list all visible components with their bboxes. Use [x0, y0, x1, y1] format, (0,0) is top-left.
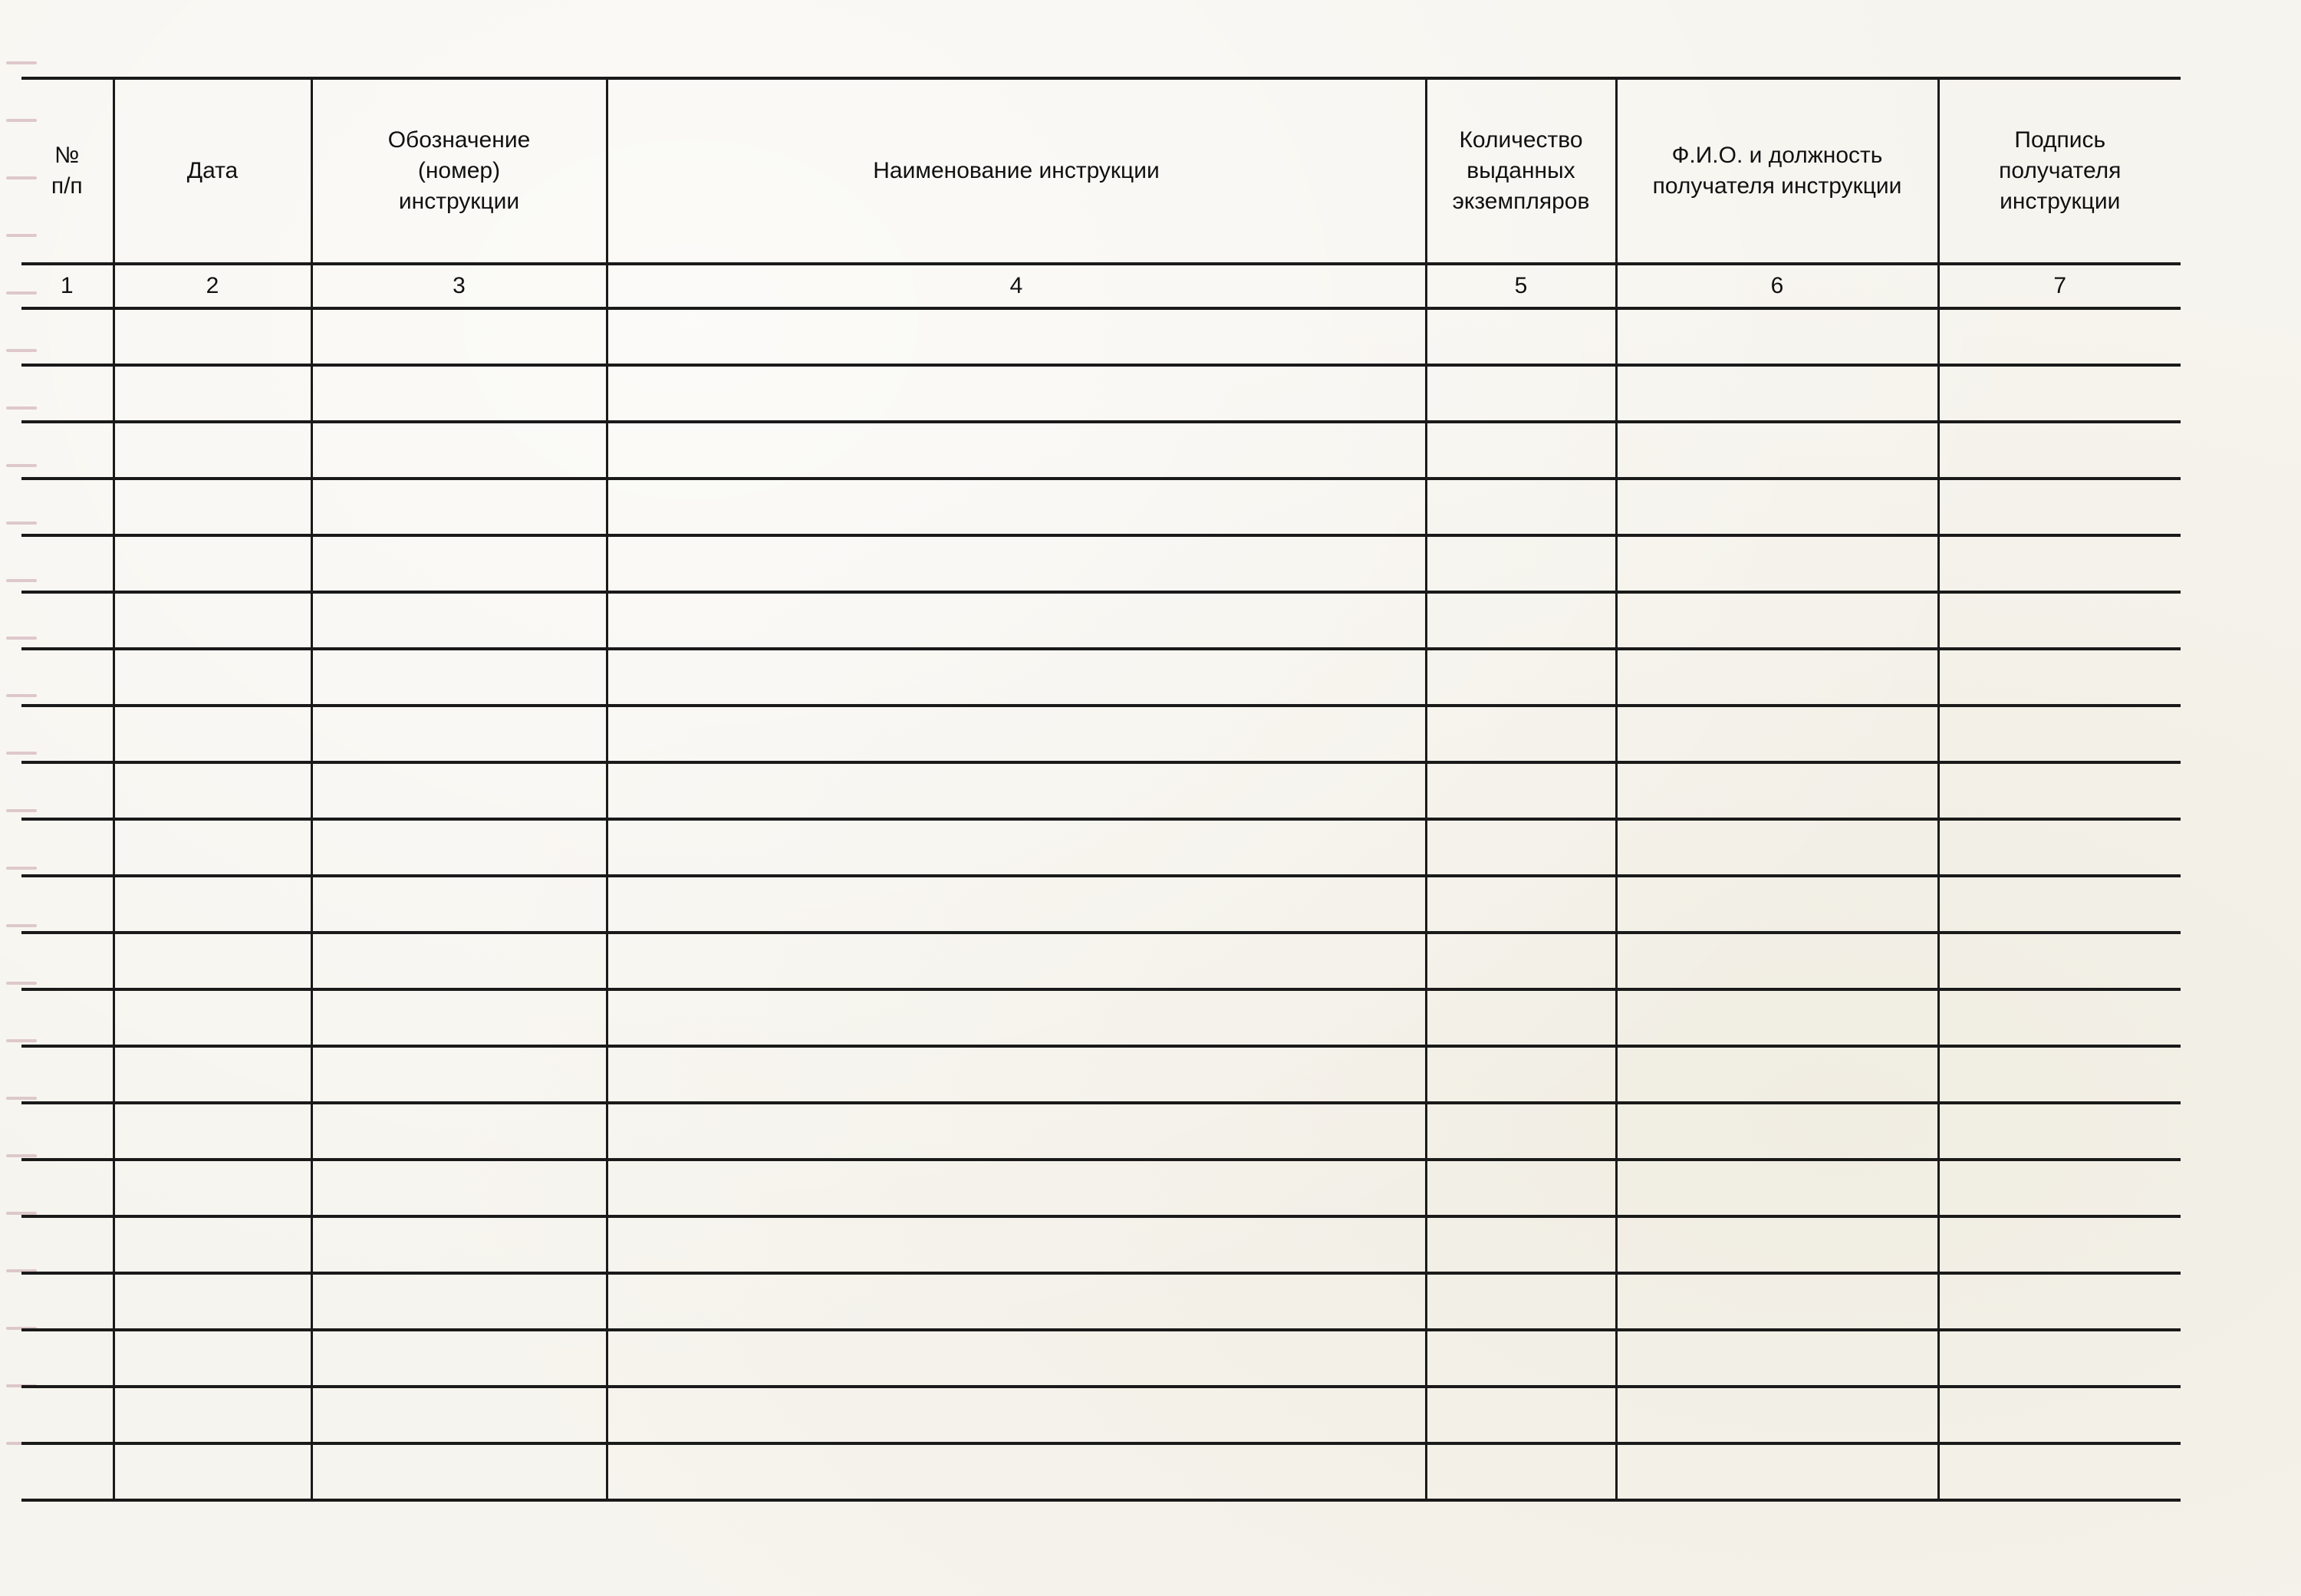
- cell-copies[interactable]: [1426, 762, 1616, 819]
- table-row: [21, 308, 2181, 365]
- table-row: [21, 1103, 2181, 1160]
- cell-recipient[interactable]: [1616, 479, 1938, 535]
- cell-no[interactable]: [21, 933, 114, 989]
- cell-recipient[interactable]: [1616, 876, 1938, 933]
- cell-date[interactable]: [114, 1273, 311, 1330]
- cell-copies[interactable]: [1426, 592, 1616, 649]
- cell-copies[interactable]: [1426, 876, 1616, 933]
- cell-signature[interactable]: [1938, 1273, 2181, 1330]
- cell-copies[interactable]: [1426, 422, 1616, 479]
- cell-signature[interactable]: [1938, 1046, 2181, 1103]
- cell-designation[interactable]: [311, 819, 607, 876]
- cell-recipient[interactable]: [1616, 592, 1938, 649]
- header-date: [114, 78, 311, 264]
- cell-recipient[interactable]: [1616, 989, 1938, 1046]
- table-row: [21, 1387, 2181, 1443]
- cell-designation[interactable]: [311, 1216, 607, 1273]
- cell-name[interactable]: [607, 1216, 1426, 1273]
- cell-name[interactable]: [607, 706, 1426, 762]
- cell-recipient[interactable]: [1616, 1216, 1938, 1273]
- header-number: [21, 78, 114, 264]
- cell-signature[interactable]: [1938, 308, 2181, 365]
- cell-signature[interactable]: [1938, 479, 2181, 535]
- cell-signature[interactable]: [1938, 706, 2181, 762]
- table-row: [21, 1216, 2181, 1273]
- cell-designation[interactable]: [311, 365, 607, 422]
- cell-designation[interactable]: [311, 1443, 607, 1500]
- table-body: [21, 308, 2181, 1500]
- cell-name[interactable]: [607, 1387, 1426, 1443]
- cell-signature[interactable]: [1938, 1216, 2181, 1273]
- header-copies: [1426, 78, 1616, 264]
- table-header-row: [21, 78, 2181, 264]
- cell-copies[interactable]: [1426, 649, 1616, 706]
- cell-no[interactable]: [21, 876, 114, 933]
- cell-designation[interactable]: [311, 1273, 607, 1330]
- header-number-label: № п/п: [51, 143, 83, 199]
- header-designation-label: Обозначение (номер) инструкции: [387, 127, 531, 214]
- cell-name[interactable]: [607, 422, 1426, 479]
- cell-name[interactable]: [607, 535, 1426, 592]
- cell-recipient[interactable]: [1616, 649, 1938, 706]
- cell-no[interactable]: [21, 706, 114, 762]
- cell-copies[interactable]: [1426, 365, 1616, 422]
- cell-recipient[interactable]: [1616, 365, 1938, 422]
- cell-designation[interactable]: [311, 706, 607, 762]
- header-recipient-label: Ф.И.О. и должность получателя инструкции: [1652, 143, 1902, 199]
- cell-name[interactable]: [607, 1273, 1426, 1330]
- table-row: [21, 535, 2181, 592]
- cell-copies[interactable]: [1426, 1216, 1616, 1273]
- cell-designation[interactable]: [311, 1330, 607, 1387]
- table-row: [21, 876, 2181, 933]
- cell-name[interactable]: [607, 649, 1426, 706]
- cell-recipient[interactable]: [1616, 1160, 1938, 1216]
- cell-date[interactable]: [114, 933, 311, 989]
- table-row: [21, 1273, 2181, 1330]
- cell-designation[interactable]: [311, 762, 607, 819]
- cell-recipient[interactable]: [1616, 819, 1938, 876]
- cell-designation[interactable]: [311, 422, 607, 479]
- cell-copies[interactable]: [1426, 1103, 1616, 1160]
- header-designation: [311, 78, 607, 264]
- header-date-label: Дата: [186, 158, 239, 183]
- cell-copies[interactable]: [1426, 1273, 1616, 1330]
- cell-signature[interactable]: [1938, 422, 2181, 479]
- cell-date[interactable]: [114, 1103, 311, 1160]
- header-recipient: [1616, 78, 1938, 264]
- cell-name[interactable]: [607, 1160, 1426, 1216]
- table-row: [21, 1330, 2181, 1387]
- cell-signature[interactable]: [1938, 819, 2181, 876]
- table-row: [21, 819, 2181, 876]
- cell-recipient[interactable]: [1616, 422, 1938, 479]
- table-row: [21, 479, 2181, 535]
- cell-name[interactable]: [607, 308, 1426, 365]
- column-number-7: 7: [1938, 264, 2181, 308]
- cell-no[interactable]: [21, 1273, 114, 1330]
- cell-date[interactable]: [114, 1443, 311, 1500]
- cell-no[interactable]: [21, 1046, 114, 1103]
- cell-recipient[interactable]: [1616, 1046, 1938, 1103]
- cell-date[interactable]: [114, 365, 311, 422]
- table-row: [21, 1046, 2181, 1103]
- header-copies-label: Количество выданных экземпляров: [1452, 127, 1590, 214]
- cell-no[interactable]: [21, 1330, 114, 1387]
- header-signature-label: Подпись получателя инструкции: [1999, 127, 2122, 214]
- table-row: [21, 649, 2181, 706]
- cell-copies[interactable]: [1426, 989, 1616, 1046]
- cell-name[interactable]: [607, 876, 1426, 933]
- cell-date[interactable]: [114, 762, 311, 819]
- cell-name[interactable]: [607, 819, 1426, 876]
- cell-copies[interactable]: [1426, 706, 1616, 762]
- cell-no[interactable]: [21, 1216, 114, 1273]
- cell-recipient[interactable]: [1616, 1273, 1938, 1330]
- cell-no[interactable]: [21, 365, 114, 422]
- cell-date[interactable]: [114, 649, 311, 706]
- cell-designation[interactable]: [311, 479, 607, 535]
- table-row: [21, 365, 2181, 422]
- cell-no[interactable]: [21, 422, 114, 479]
- cell-date[interactable]: [114, 1387, 311, 1443]
- cell-copies[interactable]: [1426, 933, 1616, 989]
- cell-copies[interactable]: [1426, 1387, 1616, 1443]
- instruction-log-table: [21, 77, 2181, 1502]
- cell-designation[interactable]: [311, 1046, 607, 1103]
- cell-date[interactable]: [114, 819, 311, 876]
- cell-no[interactable]: [21, 535, 114, 592]
- cell-signature[interactable]: [1938, 649, 2181, 706]
- journal-table-wrapper: [21, 77, 2181, 1488]
- cell-signature[interactable]: [1938, 365, 2181, 422]
- cell-copies[interactable]: [1426, 1160, 1616, 1216]
- cell-no[interactable]: [21, 762, 114, 819]
- cell-recipient[interactable]: [1616, 308, 1938, 365]
- cell-date[interactable]: [114, 989, 311, 1046]
- cell-date[interactable]: [114, 706, 311, 762]
- cell-date[interactable]: [114, 1046, 311, 1103]
- cell-copies[interactable]: [1426, 535, 1616, 592]
- cell-designation[interactable]: [311, 1160, 607, 1216]
- cell-name[interactable]: [607, 762, 1426, 819]
- cell-designation[interactable]: [311, 308, 607, 365]
- cell-date[interactable]: [114, 1160, 311, 1216]
- table-row: [21, 706, 2181, 762]
- cell-date[interactable]: [114, 592, 311, 649]
- cell-recipient[interactable]: [1616, 535, 1938, 592]
- cell-copies[interactable]: [1426, 819, 1616, 876]
- cell-recipient[interactable]: [1616, 762, 1938, 819]
- column-number-row: [21, 264, 2181, 308]
- cell-copies[interactable]: [1426, 1330, 1616, 1387]
- cell-date[interactable]: [114, 876, 311, 933]
- header-name: [607, 78, 1426, 264]
- table-row: [21, 422, 2181, 479]
- table-row: [21, 592, 2181, 649]
- cell-no[interactable]: [21, 479, 114, 535]
- cell-name[interactable]: [607, 365, 1426, 422]
- cell-signature[interactable]: [1938, 1443, 2181, 1500]
- cell-name[interactable]: [607, 592, 1426, 649]
- cell-copies[interactable]: [1426, 308, 1616, 365]
- cell-signature[interactable]: [1938, 535, 2181, 592]
- cell-name[interactable]: [607, 933, 1426, 989]
- cell-recipient[interactable]: [1616, 1103, 1938, 1160]
- cell-date[interactable]: [114, 422, 311, 479]
- cell-signature[interactable]: [1938, 1330, 2181, 1387]
- cell-recipient[interactable]: [1616, 933, 1938, 989]
- cell-no[interactable]: [21, 649, 114, 706]
- cell-recipient[interactable]: [1616, 1443, 1938, 1500]
- cell-designation[interactable]: [311, 649, 607, 706]
- cell-date[interactable]: [114, 535, 311, 592]
- cell-name[interactable]: [607, 1103, 1426, 1160]
- cell-copies[interactable]: [1426, 1046, 1616, 1103]
- column-number-3: 3: [311, 264, 607, 308]
- cell-designation[interactable]: [311, 1387, 607, 1443]
- cell-signature[interactable]: [1938, 933, 2181, 989]
- cell-designation[interactable]: [311, 535, 607, 592]
- cell-no[interactable]: [21, 1387, 114, 1443]
- cell-designation[interactable]: [311, 1103, 607, 1160]
- cell-date[interactable]: [114, 308, 311, 365]
- table-row: [21, 1160, 2181, 1216]
- cell-designation[interactable]: [311, 592, 607, 649]
- cell-recipient[interactable]: [1616, 1330, 1938, 1387]
- cell-name[interactable]: [607, 1046, 1426, 1103]
- table-row: [21, 933, 2181, 989]
- cell-name[interactable]: [607, 1443, 1426, 1500]
- cell-no[interactable]: [21, 1160, 114, 1216]
- column-number-6: 6: [1616, 264, 1938, 308]
- cell-name[interactable]: [607, 1330, 1426, 1387]
- header-signature: [1938, 78, 2181, 264]
- cell-signature[interactable]: [1938, 1103, 2181, 1160]
- cell-designation[interactable]: [311, 876, 607, 933]
- column-number-5: 5: [1426, 264, 1616, 308]
- cell-no[interactable]: [21, 308, 114, 365]
- cell-date[interactable]: [114, 1216, 311, 1273]
- cell-signature[interactable]: [1938, 1387, 2181, 1443]
- cell-name[interactable]: [607, 989, 1426, 1046]
- cell-date[interactable]: [114, 1330, 311, 1387]
- cell-copies[interactable]: [1426, 1443, 1616, 1500]
- table-row: [21, 989, 2181, 1046]
- cell-no[interactable]: [21, 1103, 114, 1160]
- cell-name[interactable]: [607, 479, 1426, 535]
- cell-signature[interactable]: [1938, 876, 2181, 933]
- cell-copies[interactable]: [1426, 479, 1616, 535]
- cell-recipient[interactable]: [1616, 1387, 1938, 1443]
- column-number-1: 1: [21, 264, 114, 308]
- cell-recipient[interactable]: [1616, 706, 1938, 762]
- cell-designation[interactable]: [311, 933, 607, 989]
- column-number-2: 2: [114, 264, 311, 308]
- table-row: [21, 1443, 2181, 1500]
- cell-no[interactable]: [21, 989, 114, 1046]
- table-row: [21, 762, 2181, 819]
- cell-no[interactable]: [21, 819, 114, 876]
- cell-date[interactable]: [114, 479, 311, 535]
- cell-no[interactable]: [21, 592, 114, 649]
- cell-signature[interactable]: [1938, 1160, 2181, 1216]
- cell-no[interactable]: [21, 1443, 114, 1500]
- header-name-label: Наименование инструкции: [873, 158, 1160, 183]
- cell-signature[interactable]: [1938, 592, 2181, 649]
- cell-signature[interactable]: [1938, 762, 2181, 819]
- column-number-4: 4: [607, 264, 1426, 308]
- cell-designation[interactable]: [311, 989, 607, 1046]
- cell-signature[interactable]: [1938, 989, 2181, 1046]
